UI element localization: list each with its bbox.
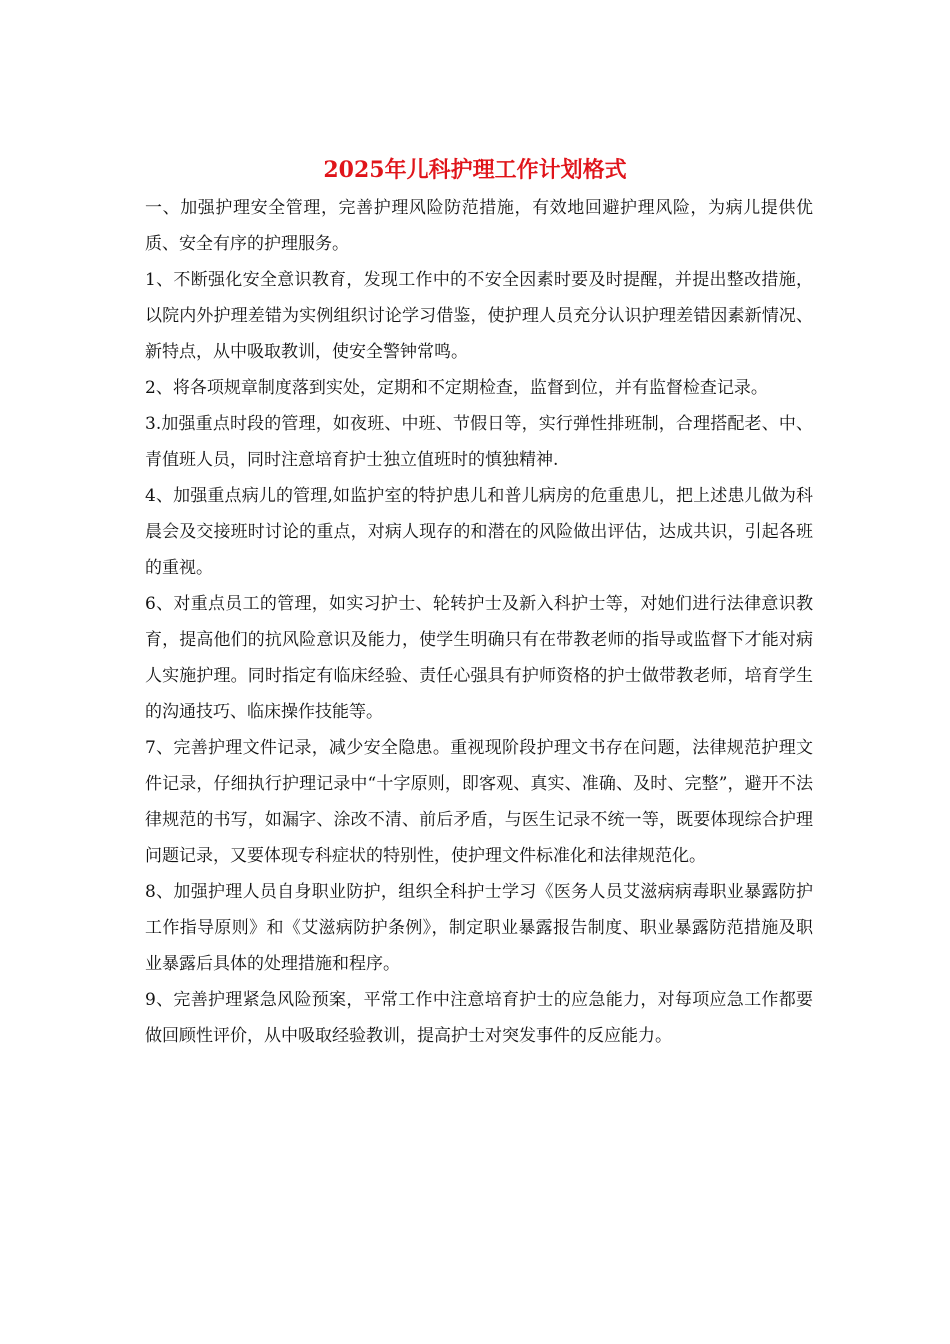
paragraph-item-3: 3.加强重点时段的管理，如夜班、中班、节假日等，实行弹性排班制，合理搭配老、中、青值班人员，同时注意培育护士独立值班时的慎独精神. — [145, 414, 813, 470]
paragraph-item-2: 2、将各项规章制度落到实处，定期和不定期检查，监督到位，并有监督检查记录。 — [145, 378, 768, 398]
paragraph-item-9: 9、完善护理紧急风险预案，平常工作中注意培育护士的应急能力，对每项应急工作都要做回顾性评价，从中吸取经验教训，提高护士对突发事件的反应能力。 — [145, 990, 813, 1046]
document-body — [145, 190, 813, 1054]
paragraph-item-7: 7、完善护理文件记录，减少安全隐患。重视现阶段护理文书存在问题，法律规范护理文件记录，仔细执行护理记录中“十字原则，即客观、真实、准确、及时、完整”，避开不法律规范的书写，如漏字、涂改不清、前后矛盾，与医生记录不统一等，既要体现综合护理问题记录，又要体现专科症状的特别性，使护理文件标准化和法律规范化。 — [145, 738, 813, 866]
document-title: 2025年儿科护理工作计划格式 — [323, 157, 627, 183]
paragraph-item-6: 6、对重点员工的管理，如实习护士、轮转护士及新入科护士等，对她们进行法律意识教育，提高他们的抗风险意识及能力，使学生明确只有在带教老师的指导或监督下才能对病人实施护理。同时指定有临床经验、责任心强具有护师资格的护士做带教老师，培育学生的沟通技巧、临床操作技能等。 — [145, 594, 813, 722]
paragraph-item-1: 1、不断强化安全意识教育，发现工作中的不安全因素时要及时提醒，并提出整改措施，以院内外护理差错为实例组织讨论学习借鉴，使护理人员充分认识护理差错因素新情况、新特点，从中吸取教训，使安全警钟常鸣。 — [145, 270, 813, 362]
paragraph-item-4: 4、加强重点病儿的管理,如监护室的特护患儿和普儿病房的危重患儿，把上述患儿做为科晨会及交接班时讨论的重点，对病人现存的和潜在的风险做出评估，达成共识，引起各班的重视。 — [145, 486, 813, 578]
paragraph-section-1: 一、加强护理安全管理，完善护理风险防范措施，有效地回避护理风险，为病儿提供优质、安全有序的护理服务。 — [145, 198, 813, 254]
paragraph-item-8: 8、加强护理人员自身职业防护，组织全科护士学习《医务人员艾滋病病毒职业暴露防护工作指导原则》和《艾滋病防护条例》，制定职业暴露报告制度、职业暴露防范措施及职业暴露后具体的处理措施和程序。 — [145, 882, 813, 974]
